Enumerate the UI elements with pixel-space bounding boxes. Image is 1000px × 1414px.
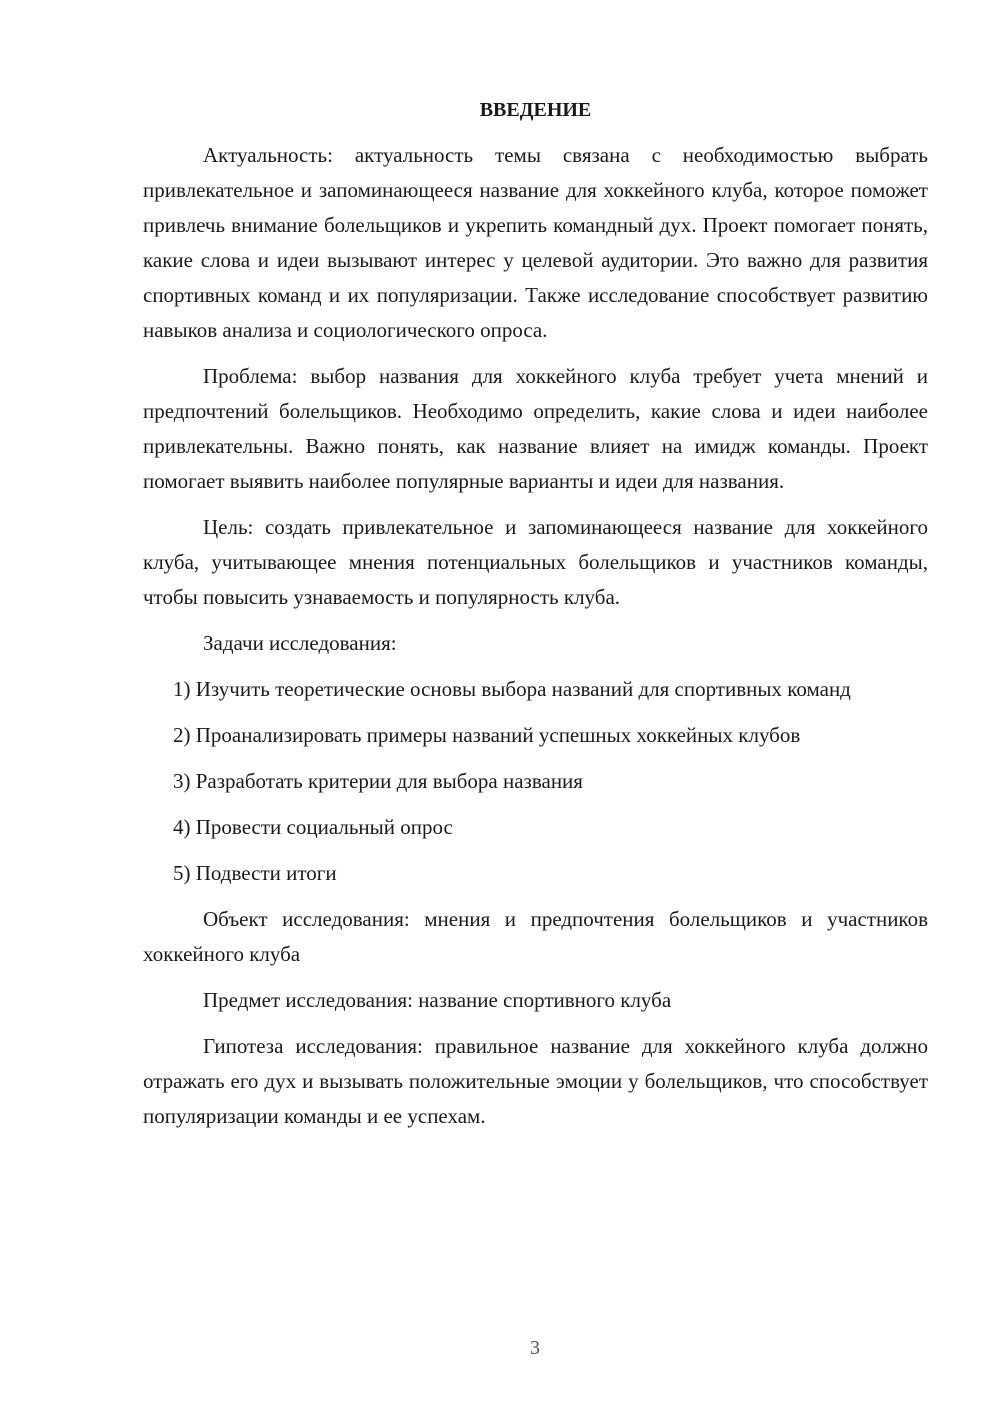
problem-paragraph: Проблема: выбор названия для хоккейного клуба требует учета мнений и предпочтений болельщиков. Необходимо определить, какие слова и идеи наиболее привлекательны. Важно понять, как название влияет на имидж команды. Проект помогает выявить наиболее популярные варианты и идеи для названия. xyxy=(143,364,928,493)
section-heading: ВВЕДЕНИЕ xyxy=(479,99,592,121)
task-item-3: 3) Разработать критерии для выбора названия xyxy=(173,769,583,793)
page-number: 3 xyxy=(530,1337,540,1359)
goal-paragraph: Цель: создать привлекательное и запоминающееся название для хоккейного клуба, учитывающее мнения потенциальных болельщиков и участников команды, чтобы повысить узнаваемость и популярность клуба. xyxy=(143,515,928,609)
relevance-paragraph: Актуальность: актуальность темы связана с необходимостью выбрать привлекательное и запоминающееся название для хоккейного клуба, которое поможет привлечь внимание болельщиков и укрепить командный дух. Проект помогает понять, какие слова и идеи вызывают интерес у целевой аудитории. Это важно для развития спортивных команд и их популяризации. Также исследование способствует развитию навыков анализа и социологического опроса. xyxy=(143,143,928,342)
task-item-4: 4) Провести социальный опрос xyxy=(173,815,453,839)
subject-paragraph: Предмет исследования: название спортивного клуба xyxy=(203,988,672,1012)
task-item-2: 2) Проанализировать примеры названий успешных хоккейных клубов xyxy=(173,723,801,747)
object-paragraph: Объект исследования: мнения и предпочтения болельщиков и участников хоккейного клуба xyxy=(143,907,928,966)
hypothesis-paragraph: Гипотеза исследования: правильное название для хоккейного клуба должно отражать его дух и вызывать положительные эмоции у болельщиков, что способствует популяризации команды и ее успехам. xyxy=(143,1034,928,1128)
task-item-5: 5) Подвести итоги xyxy=(173,861,337,885)
tasks-title: Задачи исследования: xyxy=(203,631,397,655)
tasks-list xyxy=(143,672,928,891)
task-item-1: 1) Изучить теоретические основы выбора названий для спортивных команд xyxy=(173,677,851,701)
page-content xyxy=(143,93,928,1134)
